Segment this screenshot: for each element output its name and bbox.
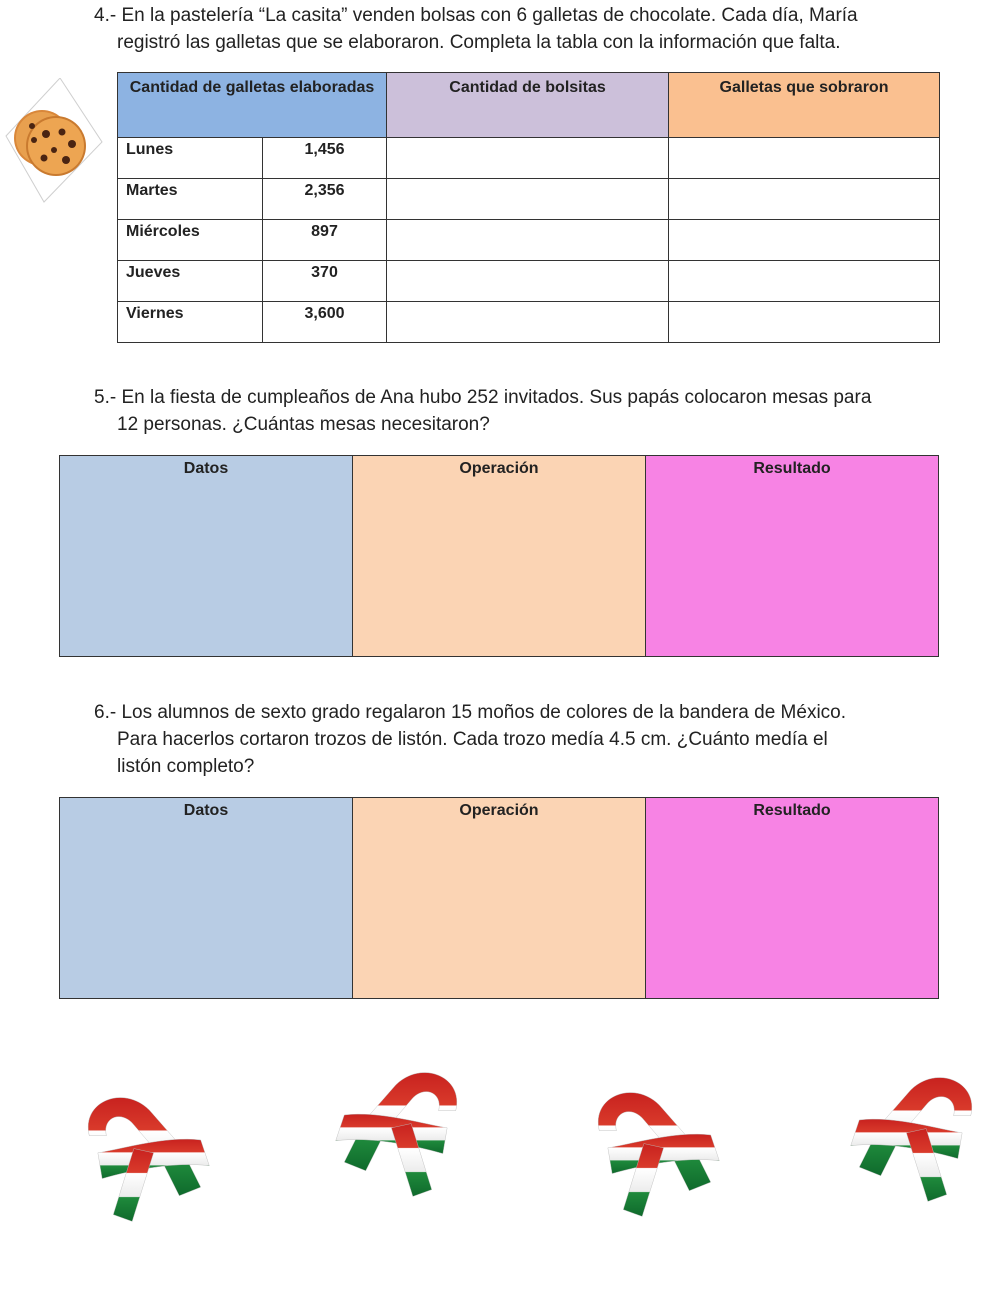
question-5-line2: 12 personas. ¿Cuántas mesas necesitaron? [117,414,490,435]
question-4-line2: registró las galletas que se elaboraron. Completa la tabla con la información que falta. [117,32,841,53]
q6-datos-cell[interactable] [60,798,353,998]
question-6-line3: listón completo? [117,756,255,777]
day-label: Miércoles [118,220,263,261]
sobraron-answer-cell[interactable] [669,220,940,261]
cookie-count: 2,356 [263,179,387,220]
q5-operacion-cell[interactable] [353,456,646,656]
cookies-table [117,72,940,343]
q5-operacion-label: Operación [459,460,539,477]
q6-operacion-cell[interactable] [353,798,646,998]
table-row [118,220,940,261]
table-row [118,138,940,179]
sobraron-answer-cell[interactable] [669,261,940,302]
header-sobraron: Galletas que sobraron [669,73,940,138]
question-4 [94,2,944,56]
cookie-count: 1,456 [263,138,387,179]
cookies-icon [4,78,104,204]
question-4-line1: 4.- En la pastelería “La casita” venden bolsas con 6 galletas de chocolate. Cada día, María [94,5,858,26]
day-label: Viernes [118,302,263,343]
q5-work-table [59,455,939,657]
question-6-line1: 6.- Los alumnos de sexto grado regalaron 15 moños de colores de la bandera de México. [94,702,847,723]
sobraron-answer-cell[interactable] [669,179,940,220]
bolsitas-answer-cell[interactable] [387,261,669,302]
mexico-ribbon-icon [60,1050,230,1230]
q6-operacion-label: Operación [459,802,539,819]
q5-datos-label: Datos [183,460,229,477]
cookie-count: 897 [263,220,387,261]
day-label: Jueves [118,261,263,302]
q6-resultado-cell[interactable] [646,798,938,998]
table-row [118,179,940,220]
table-row [118,302,940,343]
bolsitas-answer-cell[interactable] [387,138,669,179]
sobraron-answer-cell[interactable] [669,138,940,179]
q5-resultado-cell[interactable] [646,456,938,656]
bolsitas-answer-cell[interactable] [387,302,669,343]
header-bolsitas: Cantidad de bolsitas [387,73,669,138]
q6-datos-label: Datos [183,802,229,819]
question-5-line1: 5.- En la fiesta de cumpleaños de Ana hubo 252 invitados. Sus papás colocaron mesas para [94,387,872,408]
day-label: Lunes [118,138,263,179]
bolsitas-answer-cell[interactable] [387,220,669,261]
table-row [118,261,940,302]
q6-resultado-label: Resultado [753,802,831,819]
cookie-count: 3,600 [263,302,387,343]
mexico-ribbon-icon [835,1030,995,1210]
sobraron-answer-cell[interactable] [669,302,940,343]
header-galletas: Cantidad de galletas elaboradas [118,73,387,138]
question-5 [94,384,944,438]
day-label: Martes [118,179,263,220]
cookie-count: 370 [263,261,387,302]
q5-resultado-label: Resultado [753,460,831,477]
question-6 [94,699,944,780]
mexico-ribbon-icon [565,1045,745,1225]
q5-datos-cell[interactable] [60,456,353,656]
mexico-ribbon-icon [320,1025,480,1205]
q6-work-table [59,797,939,999]
question-6-line2: Para hacerlos cortaron trozos de listón. Cada trozo medía 4.5 cm. ¿Cuánto medía el [117,729,828,750]
bolsitas-answer-cell[interactable] [387,179,669,220]
